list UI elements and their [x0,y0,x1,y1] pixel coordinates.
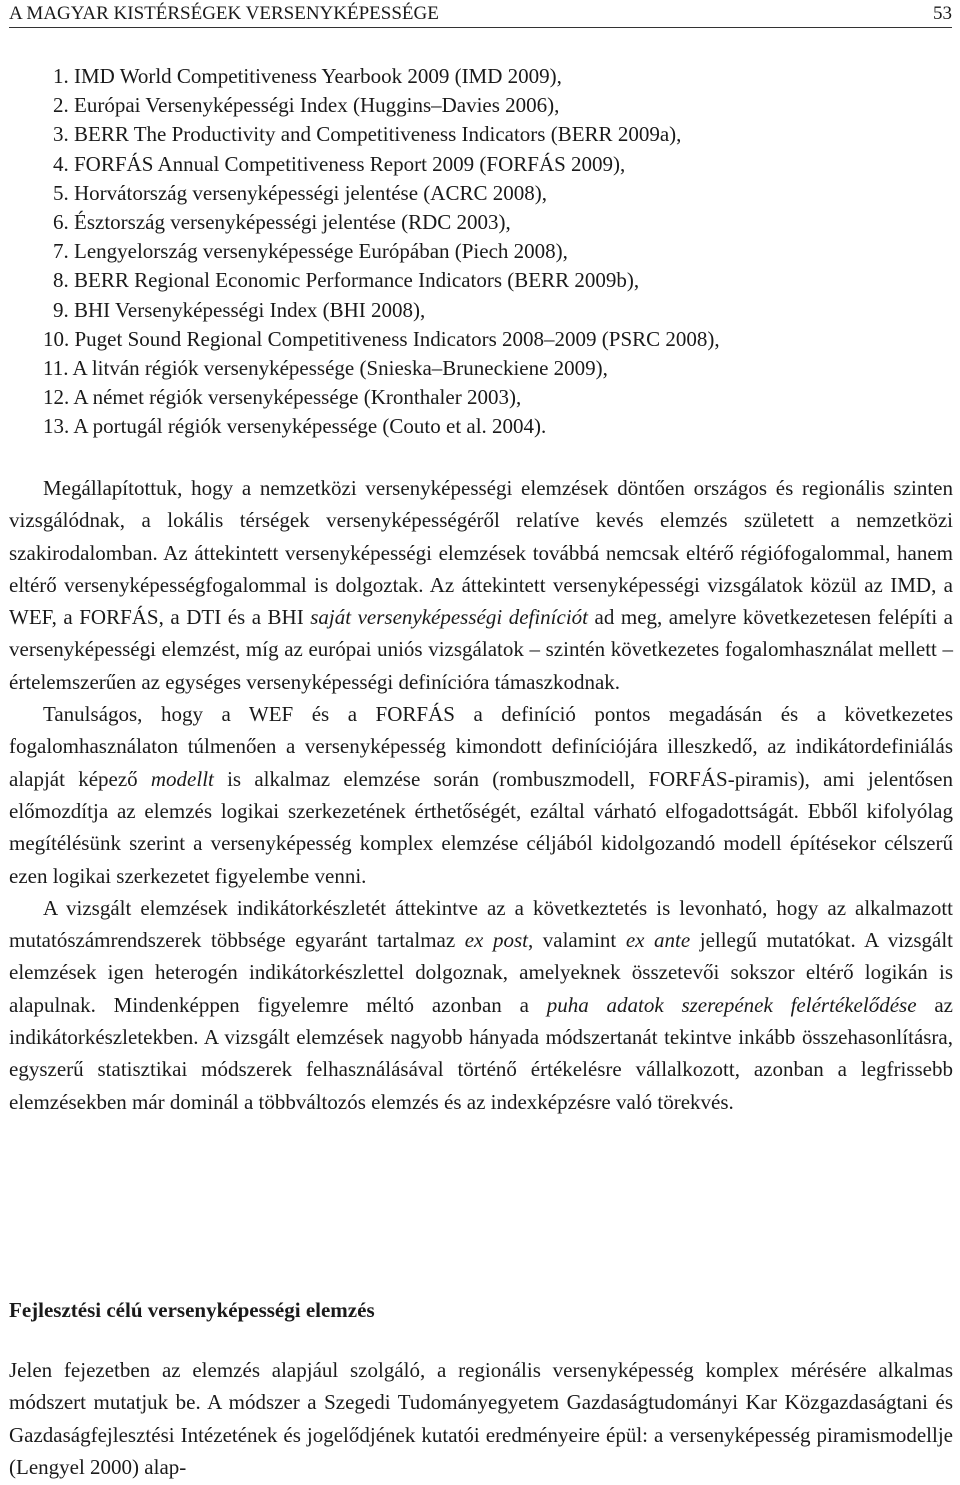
paragraph-text: A vizsgált elemzések indikátorkészletét áttekintve az a következtetés is levonható, hogy az alkalmazott mutatószámrendszerek többsége egyaránt tartalmaz [9,895,953,953]
paragraph-text: Tanulságos, hogy a WEF és a FORFÁS a definíció pontos megadásán és a következetes fogalomhasználaton túlmenően a versenyképesség kimondott definíciójára illeszkedő, az indikátordefiniálás alapját képező [9,702,953,791]
list-item: 3. BERR The Productivity and Competitiveness Indicators (BERR 2009a), [53,122,682,147]
list-item: 7. Lengyelország versenyképessége Európában (Piech 2008), [53,239,568,264]
emphasis-text: puha adatok szerepének felértékelődése [546,992,917,1017]
list-item: 6. Észtország versenyképességi jelentése (RDC 2003), [53,210,511,235]
list-item: 9. BHI Versenyképességi Index (BHI 2008), [53,297,426,322]
list-item: 12. A német régiók versenyképessége (Kronthaler 2003), [43,385,522,410]
body-text-section [9,1354,953,1483]
list-item: 1. IMD World Competitiveness Yearbook 2009 (IMD 2009), [53,64,562,88]
section-heading: Fejlesztési célú versenyképességi elemzés [9,1298,375,1322]
reference-list [43,62,720,442]
running-header [9,0,952,28]
paragraph-text: Megállapítottuk, hogy a nemzetközi versenyképességi elemzések döntően országos és regionális szinten vizsgálódnak, a lokális térségek versenyképességéről relatíve kevés elemzés született a nemzetközi szakirodalomban. Az áttekintett versenyképességi elemzések továbbá nemcsak eltérő régiófogalommal, hanem eltérő versenyképességfogalommal is dolgoztak. Az áttekintett versenyképességi vizsgálatok közül az IMD, a WEF, a FORFÁS, a DTI és a BHI [9,476,953,630]
emphasis-text: ex post [464,928,528,953]
page-number: 53 [933,3,952,24]
list-item: 4. FORFÁS Annual Competitiveness Report 2009 (FORFÁS 2009), [53,151,626,176]
paragraph-text: is alkalmaz elemzése során (rombuszmodell, FORFÁS-piramis), ami jelentősen előmozdítja az elemzés logikai szerkezetének érthetőségét, ezáltal várható elfogadottságát. Ebből kifolyólag megítélésünk szerint a versenyképesség komplex elemzése céljából kidolgozandó modell építésekor célszerű ezen logikai szerkezetet figyelembe venni. [9,766,953,888]
emphasis-text: ex ante [625,928,691,953]
paragraph [9,472,953,698]
paragraph [9,892,953,1118]
list-item: 13. A portugál régiók versenyképessége (Couto et al. 2004). [43,414,547,439]
list-item: 8. BERR Regional Economic Performance Indicators (BERR 2009b), [53,268,640,293]
paragraph-text: jellegű mutatókat. A vizsgált elemzések igen heterogén indikátorkészlettel dolgoznak, amelyeknek összetevői sokszor eltérő logikán is alapulnak. Mindenképpen figyelemre méltó azonban a [9,928,954,1017]
paragraph-text: , valamint [527,928,626,953]
list-item: 5. Horvátország versenyképességi jelentése (ACRC 2008), [53,180,547,205]
list-item: 2. Európai Versenyképességi Index (Huggins–Davies 2006), [53,93,560,118]
emphasis-text: saját versenyképességi definíciót [310,605,589,630]
paragraph [9,698,953,892]
body-text-main [9,472,953,1118]
paragraph: Jelen fejezetben az elemzés alapjául szolgáló, a regionális versenyképesség komplex mérésére alkalmas módszert mutatjuk be. A módszer a Szegedi Tudományegyetem Gazdaságtudományi Kar Közgazdaságtani és Gazdaságfejlesztési Intézetének és jogelődjének kutatói eredményeire épül: a versenyképesség piramismodellje (Lengyel 2000) alap- [9,1358,953,1479]
paragraph-text: az indikátorkészletekben. A vizsgált elemzések nagyobb hányada módszertanát tekintve inkább összehasonlításra, egyszerű statisztikai módszerek felhasználásával történő értékelésre vállalkozott, azonban a legfrissebb elemzésekben már dominál a többváltozós elemzés és az indexképzésre való törekvés. [9,992,953,1114]
list-item: 10. Puget Sound Regional Competitiveness Indicators 2008–2009 (PSRC 2008), [43,326,720,351]
paragraph-text: ad meg, amelyre következetesen felépíti a versenyképességi elemzést, míg az európai uniós vizsgálatok – szintén következetes fogalomhasználat mellett – értelemszerűen az egységes versenyképességi definícióra támaszkodnak. [9,605,953,694]
list-item: 11. A litván régiók versenyképessége (Snieska–Bruneckiene 2009), [43,356,608,381]
running-header-title: A MAGYAR KISTÉRSÉGEK VERSENYKÉPESSÉGE [9,3,439,24]
emphasis-text: modellt [150,766,214,791]
